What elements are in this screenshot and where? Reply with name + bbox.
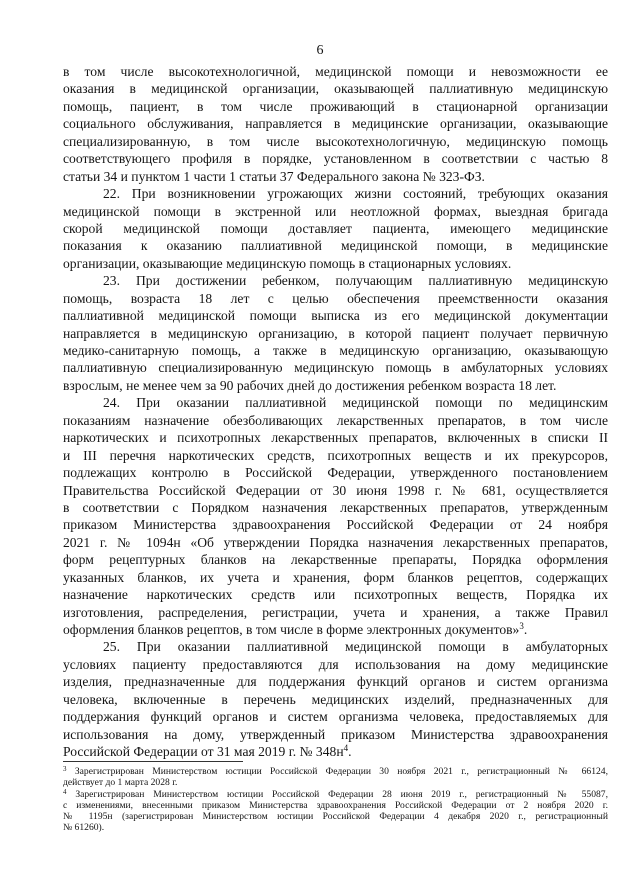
text-line: форм рецептурных бланков на лекарственные препараты, Порядка оформления [63, 552, 608, 568]
text-line: медико-санитарную помощь, а также в медицинскую организацию, оказывающую [63, 343, 608, 358]
text-line: условиях пациенту предоставляются для использования на дому медицинские [63, 656, 608, 672]
text-line: поддержания функций органов и систем организма человека, предоставляемых для [63, 709, 608, 725]
footnote-text: Зарегистрирован Министерством юстиции Российской Федерации 28 июня 2019 г., регистрационный № 55087, [75, 788, 608, 800]
text-line: изготовления, распределения, регистрации, учета и хранения, а также Правил [63, 604, 608, 620]
text-line: показаниям назначение обезболивающих лекарственных препаратов, в том числе [63, 412, 608, 428]
footnote-divider [63, 761, 243, 762]
text-line: паллиативную специализированную медицинскую помощь в амбулаторных условиях [63, 360, 608, 376]
paragraph-21-continuation [63, 63, 608, 185]
text-line: использования на дому, утвержденный приказом Министерства здравоохранения [63, 726, 608, 742]
text-line: 23. При достижении ребенком, получающим паллиативную медицинскую [103, 273, 608, 289]
page-number: 6 [316, 43, 324, 58]
text-line: 2021 г. № 1094н «Об утверждении Порядка назначения лекарственных препаратов, [63, 534, 608, 550]
sentence-period: . [348, 744, 352, 760]
footnotes [63, 766, 608, 834]
footnote-4 [63, 789, 608, 834]
footnote-number: 3 [63, 765, 67, 773]
text-line: 24. При оказании паллиативной медицинской помощи по медицинским [103, 395, 608, 411]
text-line: паллиативной медицинской помощи выписка из его медицинской документации [63, 308, 608, 324]
text-line: человека, включенные в перечень медицинских изделий, предназначенных для [63, 691, 608, 707]
paragraph-23 [63, 272, 608, 394]
text-line-content: Российской Федерации от 31 мая 2019 г. № 348н [63, 744, 344, 760]
footnote-line: с изменениями, внесенными приказом Министерства здравоохранения Российской Федерации от 2 ноября 2020 г. [63, 799, 608, 811]
text-line: статьи 34 и пунктом 1 части 1 статьи 37 Федерального закона № 323-ФЗ. [63, 168, 485, 184]
footnote-line: действует до 1 марта 2028 г. [63, 777, 178, 789]
text-line: назначение наркотических средств или психотропных веществ, Порядка их [63, 587, 608, 603]
footnote-ref-4[interactable]: 4 [343, 743, 349, 754]
sentence-period: . [523, 622, 528, 637]
text-line: указанных бланков, их учета и хранения, форм бланков рецептов, содержащих [63, 569, 608, 585]
text-line: Правительства Российской Федерации от 30 июня 1998 г. № 681, осуществляется [63, 482, 608, 498]
text-line: в соответствии с Порядком назначения лекарственных препаратов, утвержденным [63, 499, 608, 515]
footnote-text: Зарегистрирован Министерством юстиции Российской Федерации 30 ноября 2021 г., регистрационный № 66124, [74, 766, 608, 777]
footnote-line: № 61260). [63, 822, 105, 834]
footnote-line [63, 766, 608, 777]
text-line: помощь, пациент, в том числе проживающий в стационарной организации [63, 98, 608, 114]
footnote-3 [63, 766, 608, 789]
text-line: специализированную, в том числе высокотехнологичную, медицинскую помощь [63, 133, 608, 149]
footnote-number: 4 [63, 787, 67, 796]
text-line [63, 621, 608, 638]
text-line: организации, оказывающие медицинскую помощь в стационарных условиях. [63, 255, 512, 271]
text-line [63, 743, 608, 760]
paragraph-25 [63, 638, 608, 760]
text-line: показания к оказанию паллиативной медицинской помощи, в медицинские [63, 238, 608, 254]
text-line: медицинской помощи в экстренной или неотложной формах, выездная бригада [63, 203, 608, 219]
text-line: 25. При оказании паллиативной медицинской помощи в амбулаторных [103, 639, 608, 655]
footnote-line: № 1195н (зарегистрирован Министерством юстиции Российской Федерации 4 декабря 2020 г., регистрационный [63, 811, 608, 823]
text-line: взрослым, не менее чем за 90 рабочих дней до достижения ребенком возраста 18 лет. [63, 377, 557, 393]
text-line: направляется в медицинскую организацию, в которой пациент получает первичную [63, 325, 608, 341]
text-line: 22. При возникновении угрожающих жизни состояний, требующих оказания [103, 186, 608, 202]
body-text [63, 63, 608, 761]
text-line: наркотических и психотропных лекарственных препаратов, включенных в списки II [63, 430, 608, 446]
footnote-ref-3[interactable]: 3 [519, 621, 524, 631]
footnote-line [63, 789, 608, 800]
text-line: помощь, возраста 18 лет с целью обеспечения преемственности оказания [63, 290, 608, 306]
text-line: соответствующего профиля в порядке, установленном в соответствии с частью 8 [63, 151, 608, 167]
paragraph-24 [63, 394, 608, 638]
text-line: в том числе высокотехнологичной, медицинской помощи и невозможности ее [63, 64, 608, 79]
text-line: изделия, предназначенные для поддержания функций органов и систем организма [63, 674, 608, 690]
text-line: скорой медицинской помощи доставляет пациента, имеющего медицинские [63, 220, 608, 236]
text-line: и III перечня наркотических средств, психотропных веществ и их прекурсоров, [63, 447, 608, 463]
text-line-content: оформления бланков рецептов, в том числе в форме электронных документов» [63, 622, 520, 637]
text-line: приказом Министерства здравоохранения Российской Федерации от 24 ноября [63, 517, 608, 533]
paragraph-22 [63, 185, 608, 272]
text-line: социального обслуживания, направляется в медицинские организации, оказывающие [63, 116, 608, 132]
text-line: подлежащих контролю в Российской Федерации, утвержденного постановлением [63, 465, 608, 481]
text-line: оказания в медицинской организации, оказывающей паллиативную медицинскую [63, 81, 608, 97]
